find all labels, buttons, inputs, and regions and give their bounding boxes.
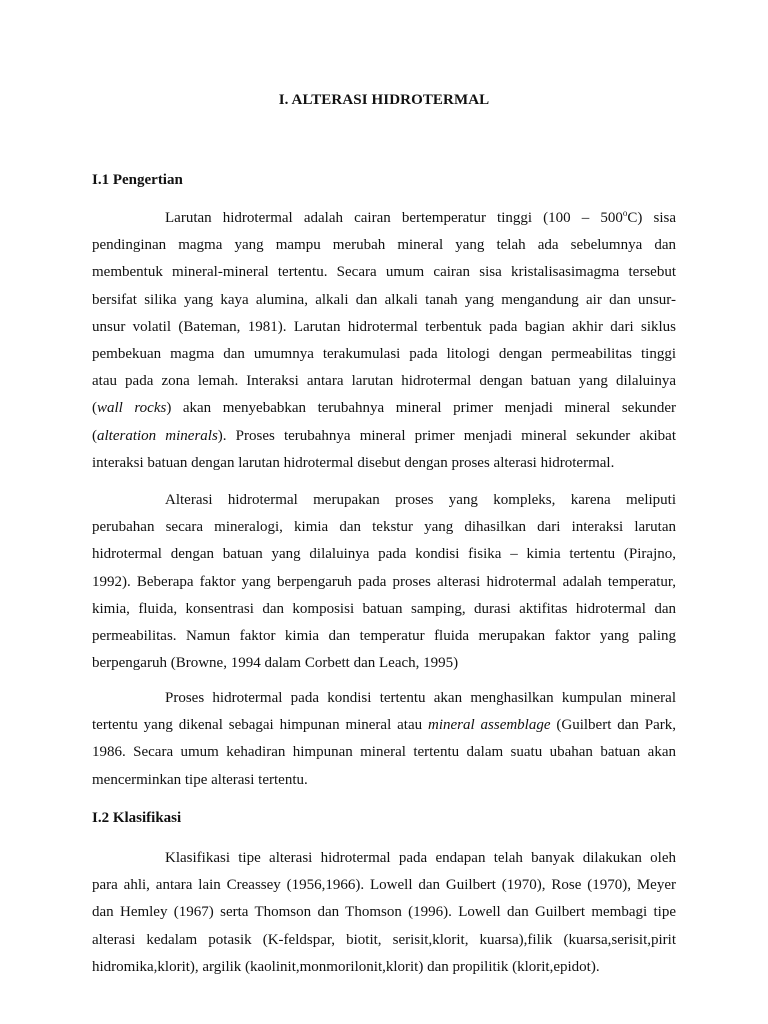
text-segment: C) sisa	[627, 210, 676, 226]
text-line	[92, 712, 676, 739]
italic-term: mineral assemblage	[427, 717, 551, 734]
text-line: unsur volatil (Bateman, 1981). Larutan hidrotermal terbentuk pada bagian akhir dari siklus	[92, 318, 676, 335]
text-line	[92, 205, 676, 232]
text-segment: tertentu yang dikenal sebagai himpunan mineral atau	[92, 717, 428, 734]
text-line: para ahli, antara lain Creassey (1956,1966). Lowell dan Guilbert (1970), Rose (1970), Meyer	[92, 877, 676, 894]
text-line: hidromika,klorit), argilik (kaolinit,monmorilonit,klorit) dan propilitik (klorit,epidot).	[92, 958, 600, 975]
text-line: Alterasi hidrotermal merupakan proses yang kompleks, karena meliputi	[165, 492, 676, 508]
text-line: mencerminkan tipe alterasi tertentu.	[92, 771, 308, 788]
text-line: 1992). Beberapa faktor yang berpengaruh pada proses alterasi hidrotermal adalah temperatur,	[92, 573, 676, 590]
italic-term: wall rocks	[97, 400, 167, 417]
text-line: alterasi kedalam potasik (K-feldspar, biotit, serisit,klorit, kuarsa),filik (kuarsa,serisit,pirit	[92, 931, 676, 948]
text-segment: ) akan menyebabkan terubahnya mineral primer menjadi mineral sekunder	[166, 400, 676, 417]
text-line: dan Hemley (1967) serta Thomson dan Thomson (1996). Lowell dan Guilbert membagi tipe	[92, 904, 676, 921]
superscript-degree: o	[622, 208, 628, 218]
text-line: Proses hidrotermal pada kondisi tertentu akan menghasilkan kumpulan mineral	[165, 690, 676, 706]
paragraph-klasifikasi-1	[92, 845, 676, 981]
text-segment: (Guilbert dan Park,	[550, 717, 677, 734]
section-heading-klasifikasi: I.2 Klasifikasi	[92, 810, 182, 826]
text-line: perubahan secara mineralogi, kimia dan tekstur yang dihasilkan dari interaksi larutan	[92, 519, 676, 536]
text-line: permeabilitas. Namun faktor kimia dan temperatur fluida merupakan faktor yang paling	[92, 628, 676, 645]
text-line: hidrotermal dengan batuan yang dilaluinya pada kondisi fisika – kimia tertentu (Pirajno,	[92, 546, 676, 563]
text-line: atau pada zona lemah. Interaksi antara larutan hidrotermal dengan batuan yang dilaluinya	[92, 373, 676, 390]
text-line: pendinginan magma yang mampu merubah mineral yang telah ada sebelumnya dan	[92, 237, 676, 254]
paragraph-pengertian-1	[92, 205, 676, 477]
text-line: kimia, fluida, konsentrasi dan komposisi batuan samping, durasi aktifitas hidrotermal dan	[92, 600, 676, 617]
text-line: Klasifikasi tipe alterasi hidrotermal pada endapan telah banyak dilakukan oleh	[165, 850, 676, 866]
text-segment: (	[92, 427, 97, 444]
section-heading-pengertian: I.1 Pengertian	[92, 172, 183, 188]
paragraph-pengertian-3	[92, 685, 676, 794]
text-line	[92, 395, 676, 422]
text-line: berpengaruh (Browne, 1994 dalam Corbett dan Leach, 1995)	[92, 655, 459, 672]
text-line: pembekuan magma dan umumnya terakumulasi pada litologi dengan permeabilitas tinggi	[92, 346, 676, 363]
text-line	[92, 423, 676, 450]
text-segment: Larutan hidrotermal adalah cairan bertemperatur tinggi (100 – 500	[165, 210, 623, 226]
text-segment: (	[92, 400, 97, 417]
text-line: membentuk mineral-mineral tertentu. Secara umum cairan sisa kristalisasimagma tersebut	[92, 264, 676, 281]
paragraph-pengertian-2	[92, 487, 676, 677]
text-segment: ). Proses terubahnya mineral primer menjadi mineral sekunder akibat	[217, 427, 677, 444]
text-line: 1986. Secara umum kehadiran himpunan mineral tertentu dalam suatu ubahan batuan akan	[92, 744, 676, 761]
text-line: bersifat silika yang kaya alumina, alkali dan alkali tanah yang mengandung air dan unsur-	[92, 291, 676, 308]
document-title: I. ALTERASI HIDROTERMAL	[278, 92, 490, 108]
text-line: interaksi batuan dengan larutan hidrotermal disebut dengan proses alterasi hidrotermal.	[92, 454, 615, 471]
italic-term: alteration minerals	[97, 427, 218, 444]
